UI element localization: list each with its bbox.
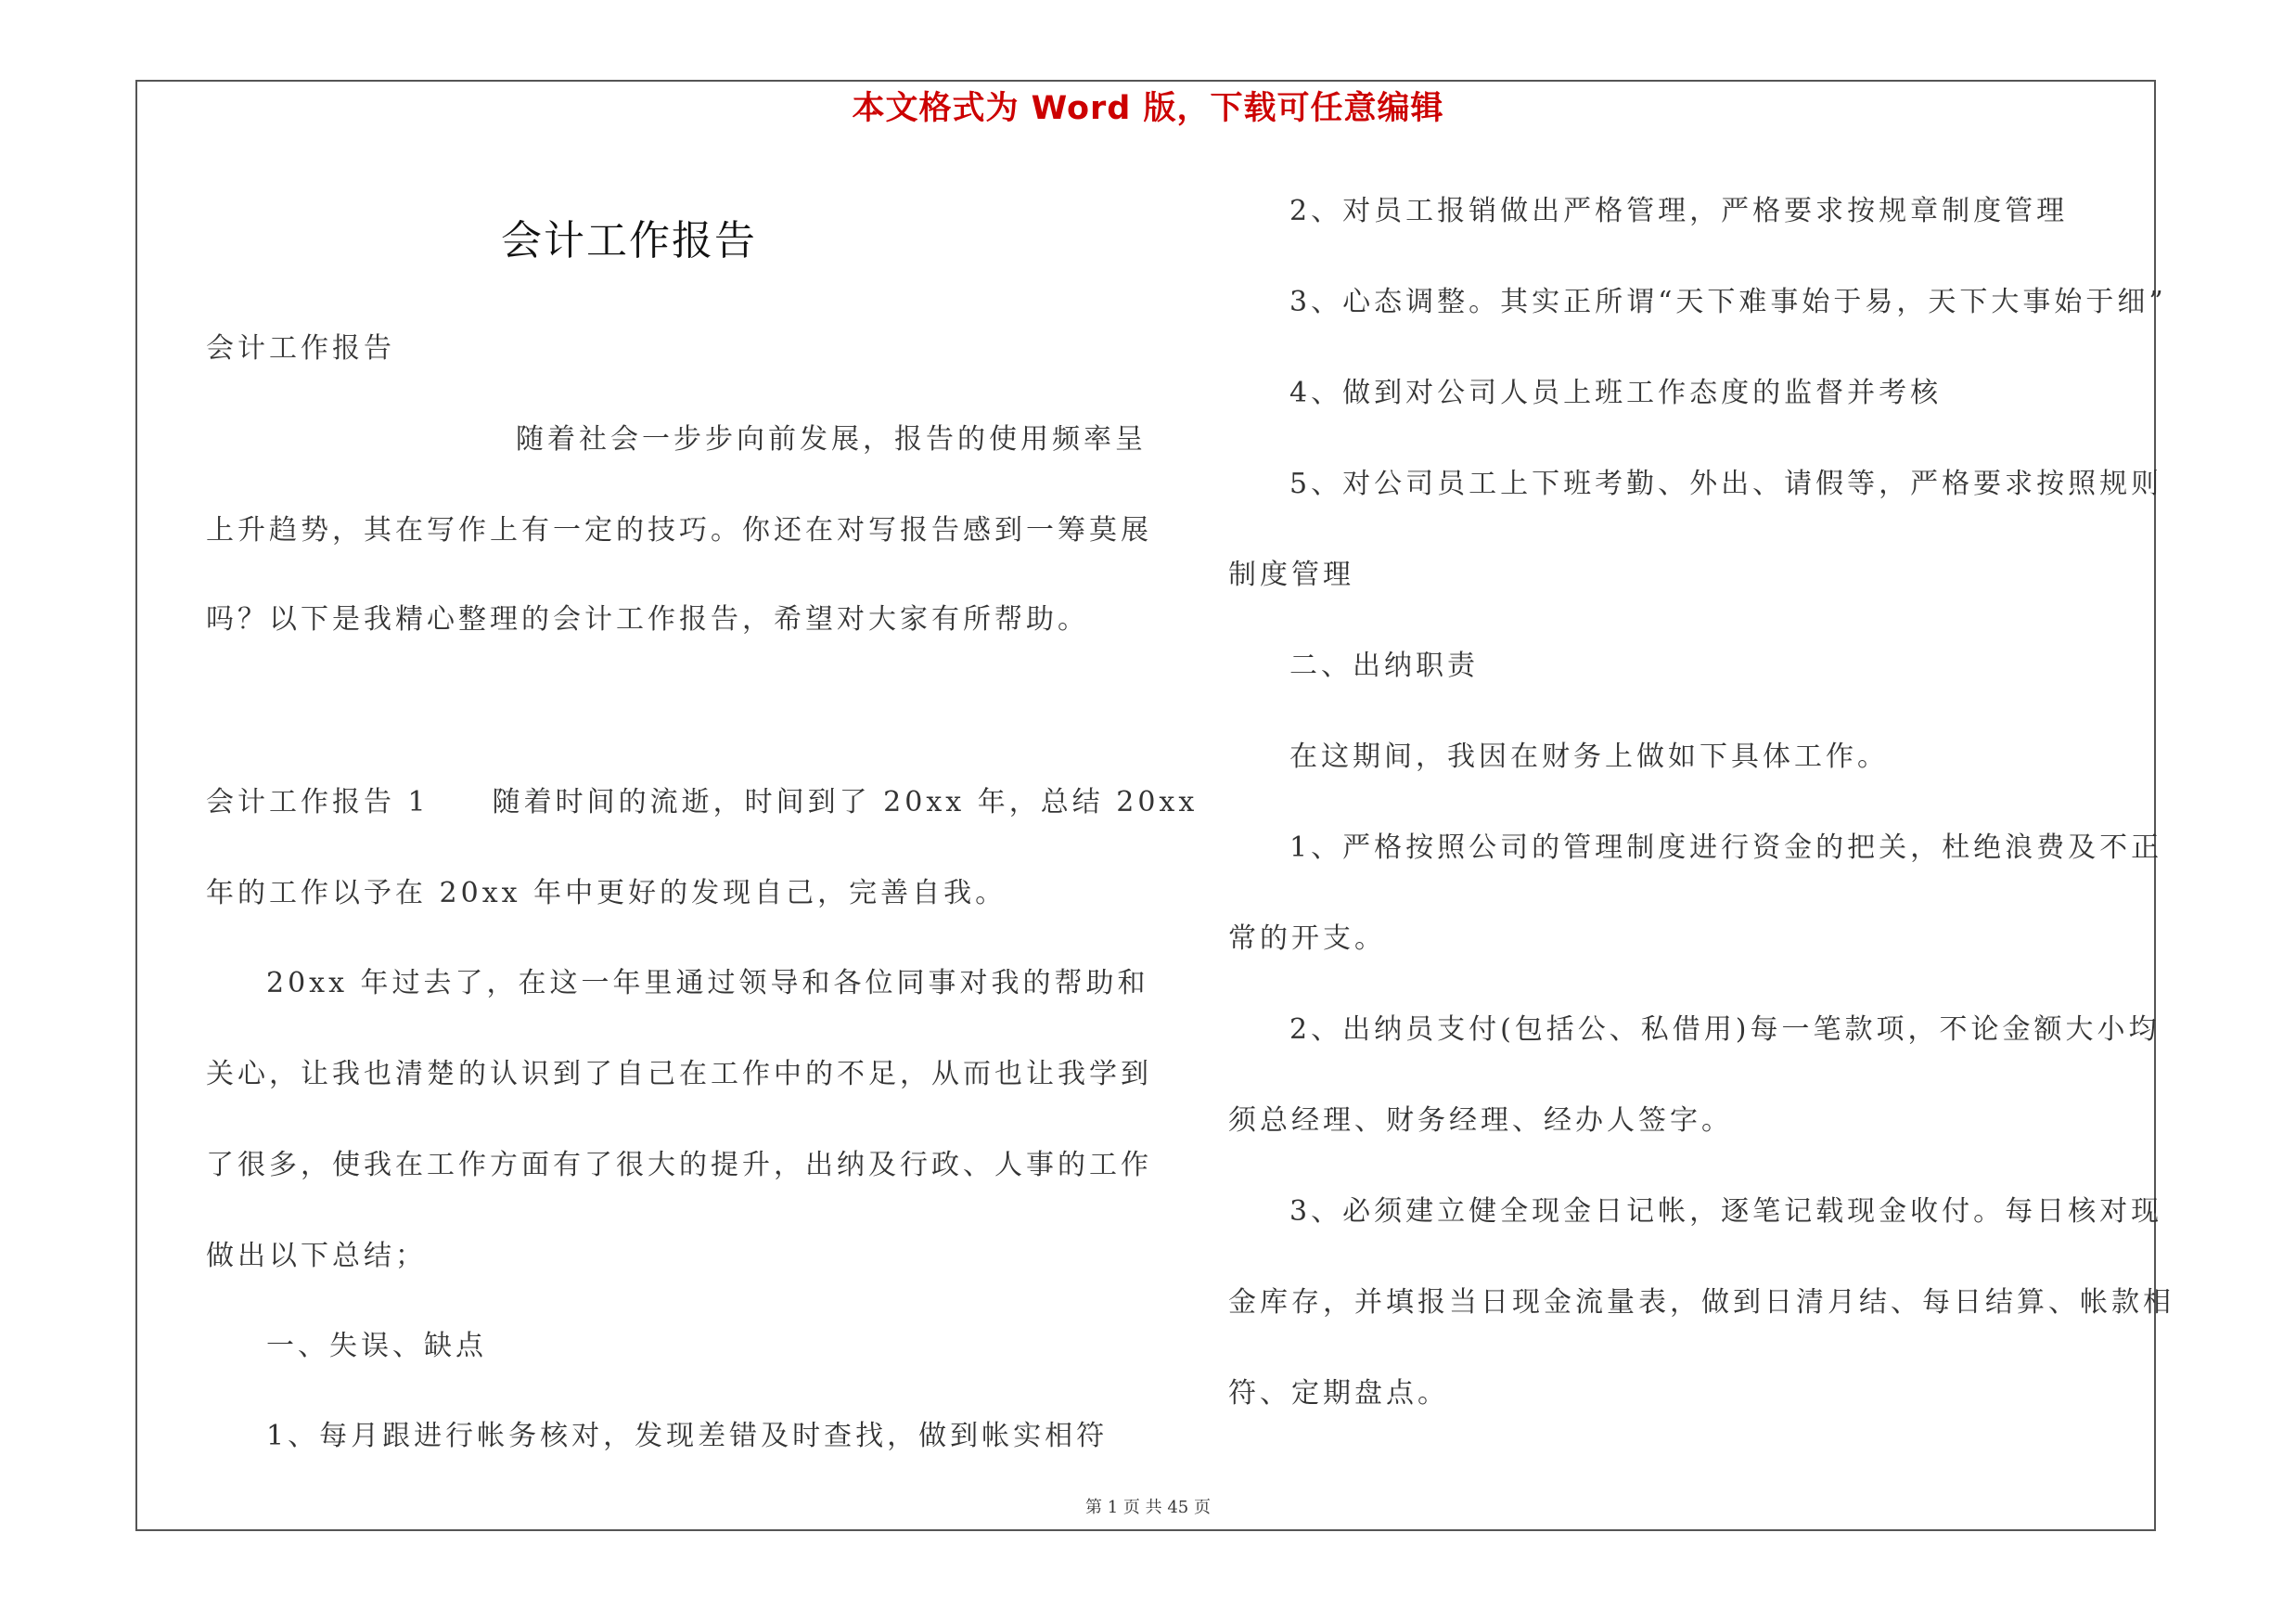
left-line: 1、每月跟进行帐务核对，发现差错及时查找，做到帐实相符 [266, 1420, 1109, 1452]
left-line: 会计工作报告 1 随着时间的流逝，时间到了 20xx 年，总结 20xx [206, 786, 1199, 818]
left-line: 随着社会一步步向前发展，报告的使用频率呈 [516, 423, 1147, 456]
left-line-heading: 一、失误、缺点 [266, 1330, 487, 1362]
right-line: 1、严格按照公司的管理制度进行资金的把关，杜绝浪费及不正 [1289, 831, 2163, 864]
left-line: 上升趋势，其在写作上有一定的技巧。你还在对写报告感到一筹莫展 [206, 514, 1152, 547]
left-line: 年的工作以予在 20xx 年中更好的发现自己，完善自我。 [206, 877, 1007, 909]
left-line-subtitle: 会计工作报告 [206, 332, 395, 365]
right-line: 2、对员工报销做出严格管理，严格要求按规章制度管理 [1289, 195, 2069, 227]
right-line: 3、必须建立健全现金日记帐，逐笔记载现金收付。每日核对现 [1289, 1195, 2163, 1228]
right-line: 金库存，并填报当日现金流量表，做到日清月结、每日结算、帐款相 [1228, 1286, 2174, 1319]
right-line: 符、定期盘点。 [1228, 1377, 1449, 1410]
right-line: 3、心态调整。其实正所谓“天下难事始于易，天下大事始于细” [1289, 286, 2167, 318]
right-line: 常的开支。 [1228, 922, 1386, 955]
left-line: 吗？以下是我精心整理的会计工作报告，希望对大家有所帮助。 [206, 603, 1089, 636]
right-line: 5、对公司员工上下班考勤、外出、请假等，严格要求按照规则 [1289, 468, 2163, 500]
right-line-heading: 二、出纳职责 [1289, 650, 1479, 682]
right-line: 2、出纳员支付(包括公、私借用)每一笔款项，不论金额大小均 [1289, 1013, 2161, 1046]
editable-banner: 本文格式为 Word 版，下载可任意编辑 [852, 90, 1444, 127]
right-line: 在这期间，我因在财务上做如下具体工作。 [1289, 741, 1889, 773]
left-line: 做出以下总结； [206, 1240, 427, 1272]
left-line: 了很多，使我在工作方面有了很大的提升，出纳及行政、人事的工作 [206, 1149, 1152, 1181]
left-line: 关心，让我也清楚的认识到了自己在工作中的不足，从而也让我学到 [206, 1058, 1152, 1090]
document-title: 会计工作报告 [501, 217, 757, 264]
right-line: 4、做到对公司人员上班工作态度的监督并考核 [1289, 377, 1943, 409]
right-line: 制度管理 [1228, 559, 1354, 591]
left-line: 20xx 年过去了，在这一年里通过领导和各位同事对我的帮助和 [266, 967, 1149, 999]
right-line: 须总经理、财务经理、经办人签字。 [1228, 1104, 1733, 1137]
page-number-footer: 第 1 页 共 45 页 [1085, 1498, 1211, 1517]
